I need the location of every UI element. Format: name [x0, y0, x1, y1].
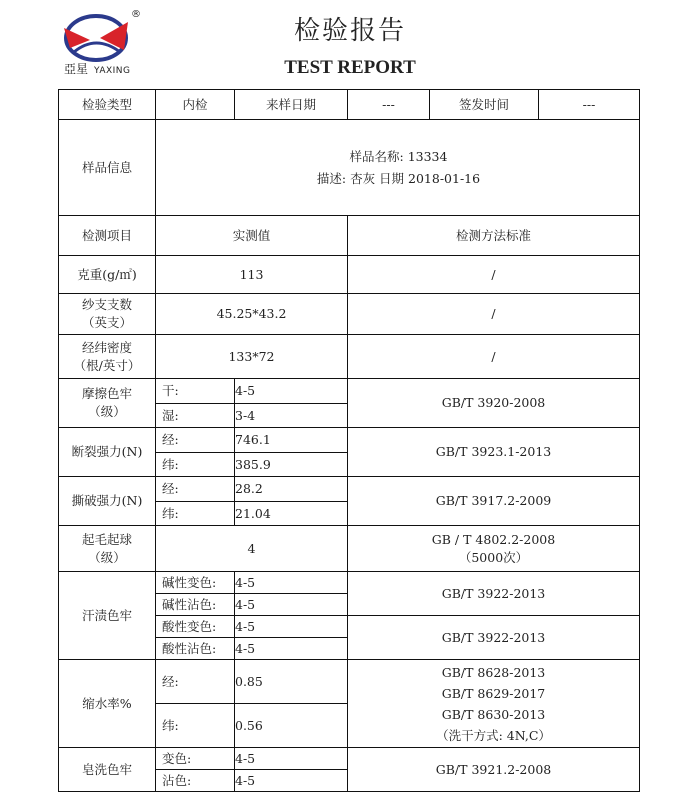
report-title-cn: 检验报告	[293, 16, 406, 46]
sample-desc: 描述: 杏灰 日期 2018-01-16	[316, 170, 481, 186]
row-soaping-change	[59, 748, 640, 770]
weight-method: /	[348, 256, 640, 294]
breaking-item: 断裂强力(N)	[59, 428, 156, 477]
row-density	[59, 335, 640, 379]
col-measured: 实测值	[156, 216, 348, 256]
inspect-type-value: 内检	[156, 90, 235, 120]
shrinkage-warp-value: 0.85	[235, 660, 348, 704]
row-yarn-count	[59, 294, 640, 335]
shrinkage-warp-label: 经:	[156, 660, 235, 704]
row-shrinkage-warp	[59, 660, 640, 704]
row-rubbing-dry	[59, 379, 640, 404]
tearing-warp-label: 经:	[156, 477, 235, 502]
persp-alk-stain-value: 4-5	[235, 594, 348, 616]
shrinkage-weft-value: 0.56	[235, 704, 348, 748]
shrinkage-item: 缩水率%	[59, 660, 156, 748]
persp-acid-change-label: 酸性变色:	[156, 616, 235, 638]
rubbing-dry-value: 4-5	[235, 379, 348, 404]
weight-item: 克重(g/㎡)	[59, 256, 156, 294]
sample-date-label: 来样日期	[235, 90, 348, 120]
shrinkage-method-line1: GB/T 8628-2013	[441, 664, 546, 680]
density-value: 133*72	[156, 335, 348, 379]
persp-acid-change-value: 4-5	[235, 616, 348, 638]
row-tearing-warp	[59, 477, 640, 502]
persp-alk-change-label: 碱性变色:	[156, 572, 235, 594]
soaping-item: 皂洗色牢	[59, 748, 156, 792]
sample-info-content	[156, 120, 640, 216]
density-item	[59, 335, 156, 379]
logo-cn: 亞星	[64, 62, 89, 76]
persp-alk-stain-label: 碱性沾色:	[156, 594, 235, 616]
sample-info-label: 样品信息	[59, 120, 156, 216]
rubbing-dry-label: 干:	[156, 379, 235, 404]
inspect-type-label: 检验类型	[59, 90, 156, 120]
tearing-warp-value: 28.2	[235, 477, 348, 502]
pilling-value: 4	[156, 526, 348, 572]
tearing-weft-value: 21.04	[235, 502, 348, 526]
row-breaking-warp	[59, 428, 640, 453]
pilling-method-line2: （5000次）	[458, 549, 529, 565]
pilling-method	[348, 526, 640, 572]
density-item-line2: （根/英寸）	[73, 357, 141, 373]
yarn-count-item	[59, 294, 156, 335]
breaking-weft-label: 纬:	[156, 453, 235, 477]
persp-acid-stain-label: 酸性沾色:	[156, 638, 235, 660]
breaking-warp-label: 经:	[156, 428, 235, 453]
rubbing-item-line1: 摩擦色牢	[81, 386, 132, 401]
issue-time-label: 签发时间	[430, 90, 539, 120]
column-header-row	[59, 216, 640, 256]
rubbing-wet-value: 3-4	[235, 404, 348, 428]
soaping-change-label: 变色:	[156, 748, 235, 770]
soaping-change-value: 4-5	[235, 748, 348, 770]
sample-info-row	[59, 120, 640, 216]
report-table	[58, 89, 640, 792]
pilling-item-line1: 起毛起球	[81, 531, 132, 547]
col-item: 检测项目	[59, 216, 156, 256]
col-method: 检测方法标准	[348, 216, 640, 256]
rubbing-item	[59, 379, 156, 428]
soaping-method: GB/T 3921.2-2008	[348, 748, 640, 792]
pilling-item	[59, 526, 156, 572]
issue-time-value: ---	[539, 90, 640, 120]
shrinkage-method	[348, 660, 640, 748]
breaking-warp-value: 746.1	[235, 428, 348, 453]
report-title-en: TEST REPORT	[284, 57, 416, 78]
weight-value: 113	[156, 256, 348, 294]
tearing-item: 撕破强力(N)	[59, 477, 156, 526]
yarn-count-item-line1: 纱支支数	[81, 297, 132, 312]
registered-mark: ®	[131, 9, 141, 20]
row-weight	[59, 256, 640, 294]
shrinkage-method-line4: （洗干方式: 4N,C）	[436, 727, 551, 743]
yarn-count-value: 45.25*43.2	[156, 294, 348, 335]
sample-name: 样品名称: 13334	[349, 148, 448, 164]
logo-en: YAXING	[94, 66, 131, 76]
persp-acid-stain-value: 4-5	[235, 638, 348, 660]
breaking-method: GB/T 3923.1-2013	[348, 428, 640, 477]
tearing-method: GB/T 3917.2-2009	[348, 477, 640, 526]
persp-acid-method: GB/T 3922-2013	[348, 616, 640, 660]
soaping-stain-value: 4-5	[235, 770, 348, 792]
rubbing-item-line2: （级）	[88, 404, 126, 419]
row-pilling	[59, 526, 640, 572]
pilling-item-line2: （级）	[88, 549, 126, 565]
sample-date-value: ---	[348, 90, 430, 120]
yarn-count-item-line2: （英支）	[81, 315, 132, 330]
pilling-method-line1: GB / T 4802.2-2008	[431, 531, 556, 547]
density-method: /	[348, 335, 640, 379]
yarn-count-method: /	[348, 294, 640, 335]
perspiration-item: 汗渍色牢	[59, 572, 156, 660]
soaping-stain-label: 沾色:	[156, 770, 235, 792]
density-item-line1: 经纬密度	[81, 339, 132, 355]
rubbing-wet-label: 湿:	[156, 404, 235, 428]
tearing-weft-label: 纬:	[156, 502, 235, 526]
breaking-weft-value: 385.9	[235, 453, 348, 477]
info-row	[59, 90, 640, 120]
rubbing-method: GB/T 3920-2008	[348, 379, 640, 428]
persp-alk-method: GB/T 3922-2013	[348, 572, 640, 616]
shrinkage-method-line2: GB/T 8629-2017	[441, 685, 546, 701]
row-persp-alk-change	[59, 572, 640, 594]
shrinkage-weft-label: 纬:	[156, 704, 235, 748]
shrinkage-method-line3: GB/T 8630-2013	[441, 706, 546, 722]
persp-alk-change-value: 4-5	[235, 572, 348, 594]
